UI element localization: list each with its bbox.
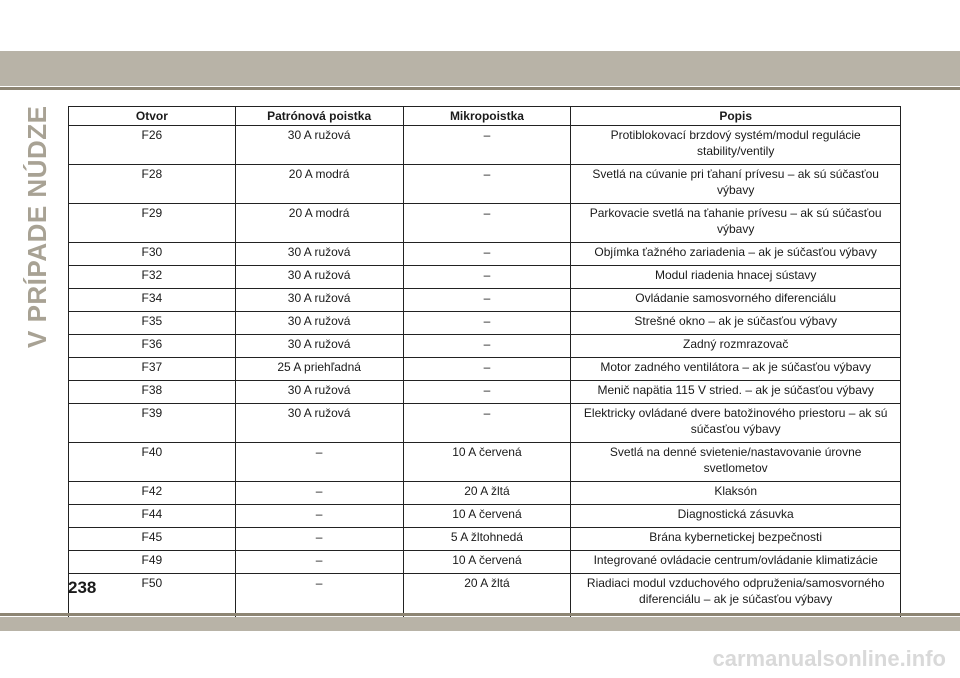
cell-description: Menič napätia 115 V stried. – ak je súčasťou výbavy [571, 381, 901, 404]
header-cavity: Otvor [69, 107, 236, 126]
table-row [69, 551, 901, 574]
cell-cavity: F36 [69, 335, 236, 358]
cell-description: Elektricky ovládané dvere batožinového priestoru – ak sú súčasťou výbavy [571, 404, 901, 443]
cell-cartridge-fuse: – [235, 574, 403, 622]
cell-cavity: F49 [69, 551, 236, 574]
table-row [69, 126, 901, 165]
cell-cartridge-fuse: 25 A priehľadná [235, 358, 403, 381]
table-row [69, 505, 901, 528]
table-header-row [69, 107, 901, 126]
cell-cartridge-fuse: – [235, 505, 403, 528]
cell-description: Zadný rozmrazovač [571, 335, 901, 358]
cell-cavity: F35 [69, 312, 236, 335]
cell-cavity: F32 [69, 266, 236, 289]
table-row [69, 528, 901, 551]
table-row [69, 266, 901, 289]
cell-description: Integrované ovládacie centrum/ovládanie klimatizácie [571, 551, 901, 574]
table-row [69, 204, 901, 243]
cell-mini-fuse: – [403, 404, 571, 443]
cell-cartridge-fuse: 30 A ružová [235, 243, 403, 266]
cell-description: Brána kybernetickej bezpečnosti [571, 528, 901, 551]
cell-mini-fuse: 20 A žltá [403, 574, 571, 622]
cell-cavity: F26 [69, 126, 236, 165]
header-description: Popis [571, 107, 901, 126]
cell-cavity: F34 [69, 289, 236, 312]
cell-mini-fuse: – [403, 243, 571, 266]
table-row [69, 289, 901, 312]
cell-cartridge-fuse: 30 A ružová [235, 335, 403, 358]
cell-mini-fuse: – [403, 165, 571, 204]
cell-cavity: F29 [69, 204, 236, 243]
cell-description: Protiblokovací brzdový systém/modul regulácie stability/ventily [571, 126, 901, 165]
top-margin [0, 0, 960, 51]
cell-cartridge-fuse: – [235, 443, 403, 482]
cell-cavity: F44 [69, 505, 236, 528]
cell-cartridge-fuse: – [235, 551, 403, 574]
cell-description: Svetlá na cúvanie pri ťahaní prívesu – ak sú súčasťou výbavy [571, 165, 901, 204]
cell-mini-fuse: 10 A červená [403, 551, 571, 574]
cell-description: Diagnostická zásuvka [571, 505, 901, 528]
table-row [69, 443, 901, 482]
watermark: carmanualsonline.info [712, 646, 946, 671]
cell-description: Svetlá na denné svietenie/nastavovanie úrovne svetlometov [571, 443, 901, 482]
table-row [69, 482, 901, 505]
cell-cartridge-fuse: 30 A ružová [235, 289, 403, 312]
table-row [69, 335, 901, 358]
cell-mini-fuse: 20 A žltá [403, 482, 571, 505]
cell-cavity: F28 [69, 165, 236, 204]
table-row [69, 243, 901, 266]
cell-mini-fuse: 10 A červená [403, 505, 571, 528]
section-title-text: V PRÍPADE NÚDZE [22, 105, 52, 348]
table-row [69, 358, 901, 381]
cell-cartridge-fuse: 30 A ružová [235, 312, 403, 335]
cell-description: Modul riadenia hnacej sústavy [571, 266, 901, 289]
cell-mini-fuse: 5 A žltohnedá [403, 528, 571, 551]
table-body [69, 126, 901, 622]
cell-mini-fuse: – [403, 381, 571, 404]
cell-cartridge-fuse: 30 A ružová [235, 381, 403, 404]
cell-cartridge-fuse: 30 A ružová [235, 266, 403, 289]
header-mini-fuse: Mikropoistka [403, 107, 571, 126]
cell-mini-fuse: – [403, 266, 571, 289]
cell-cartridge-fuse: – [235, 528, 403, 551]
cell-mini-fuse: 10 A červená [403, 443, 571, 482]
cell-cavity: F30 [69, 243, 236, 266]
cell-cavity: F38 [69, 381, 236, 404]
cell-description: Parkovacie svetlá na ťahanie prívesu – ak sú súčasťou výbavy [571, 204, 901, 243]
cell-mini-fuse: – [403, 126, 571, 165]
cell-description: Klaksón [571, 482, 901, 505]
cell-description: Strešné okno – ak je súčasťou výbavy [571, 312, 901, 335]
cell-mini-fuse: – [403, 289, 571, 312]
cell-mini-fuse: – [403, 335, 571, 358]
cell-description: Riadiaci modul vzduchového odpruženia/samosvorného diferenciálu – ak je súčasťou výbavy [571, 574, 901, 622]
cell-mini-fuse: – [403, 204, 571, 243]
footer-rule [0, 613, 960, 616]
cell-cavity: F39 [69, 404, 236, 443]
cell-cartridge-fuse: 20 A modrá [235, 165, 403, 204]
cell-description: Objímka ťažného zariadenia – ak je súčasťou výbavy [571, 243, 901, 266]
cell-cavity: F40 [69, 443, 236, 482]
cell-mini-fuse: – [403, 312, 571, 335]
cell-cavity: F42 [69, 482, 236, 505]
cell-cavity: F37 [69, 358, 236, 381]
table-row [69, 165, 901, 204]
cell-cartridge-fuse: 30 A ružová [235, 126, 403, 165]
cell-cartridge-fuse: – [235, 482, 403, 505]
header-cartridge-fuse: Patrónová poistka [235, 107, 403, 126]
cell-description: Ovládanie samosvorného diferenciálu [571, 289, 901, 312]
table-row [69, 404, 901, 443]
header-rule [0, 87, 960, 90]
table-row [69, 381, 901, 404]
page-number: 238 [68, 578, 97, 597]
footer-band [0, 617, 960, 631]
header-band [0, 51, 960, 86]
cell-cartridge-fuse: 20 A modrá [235, 204, 403, 243]
cell-cartridge-fuse: 30 A ružová [235, 404, 403, 443]
table-row [69, 312, 901, 335]
cell-description: Motor zadného ventilátora – ak je súčasťou výbavy [571, 358, 901, 381]
fuse-table [68, 106, 901, 622]
cell-mini-fuse: – [403, 358, 571, 381]
cell-cavity: F50 [69, 574, 236, 622]
cell-cavity: F45 [69, 528, 236, 551]
